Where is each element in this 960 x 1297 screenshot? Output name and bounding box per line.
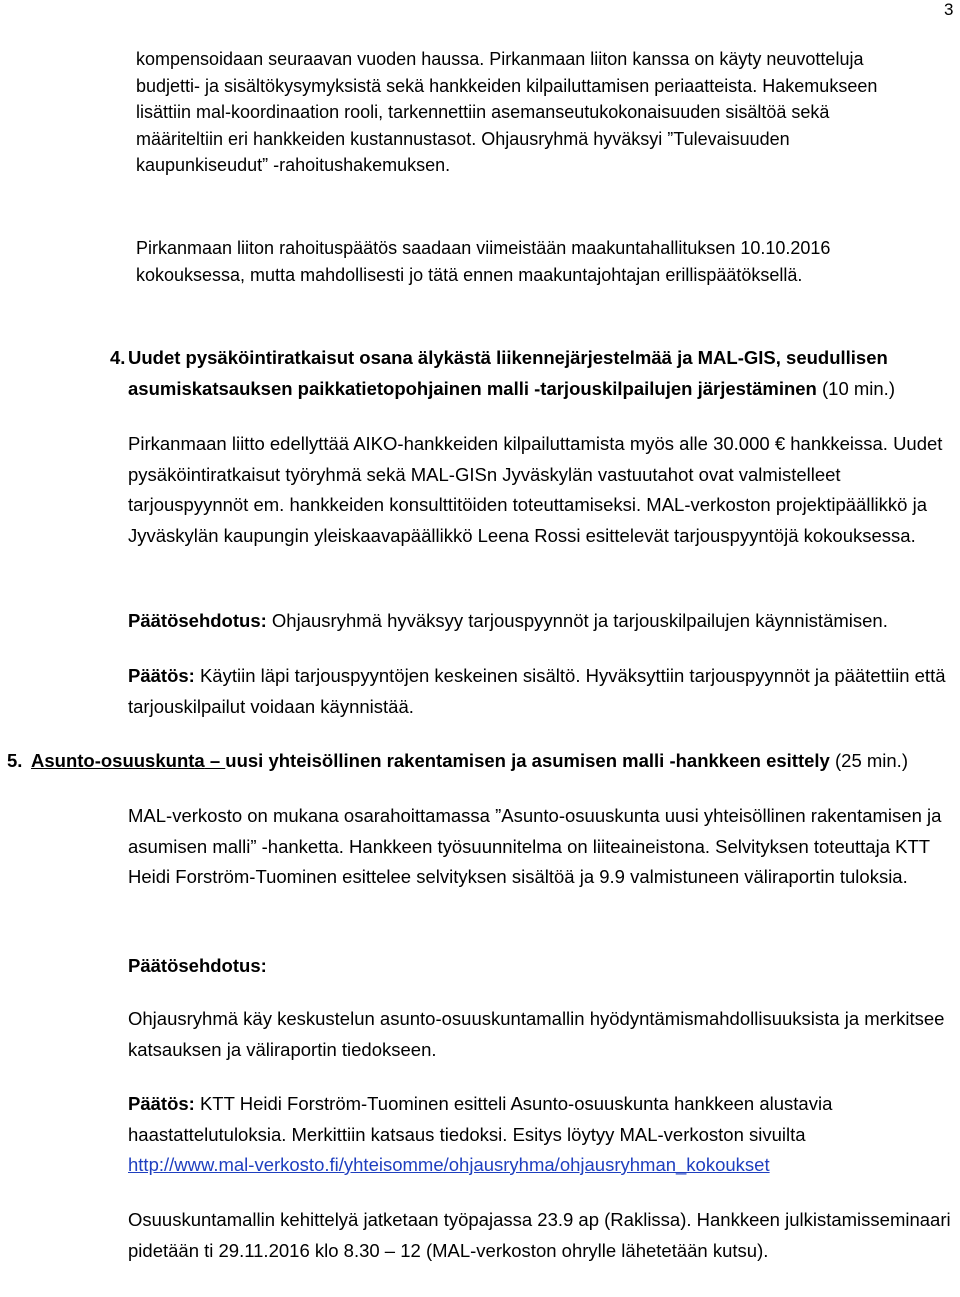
section-5-decision-text: KTT Heidi Forström-Tuominen esitteli Asunto-osuuskunta hankkeen alustavia haastattelutuloksia. Merkittiin katsaus tiedoksi. Esitys löytyy MAL-verkoston sivuilta [128,1093,833,1145]
section-5-decision [128,1089,958,1181]
section-5-decision-label: Päätös: [128,1093,195,1114]
section-4-decision [128,661,958,722]
section-5-title-part1: Asunto-osuuskunta [31,750,205,771]
section-4-decision-text: Käytiin läpi tarjouspyyntöjen keskeinen sisältö. Hyväksyttiin tarjouspyynnöt ja päätettiin että tarjouskilpailut voidaan käynnistää. [128,665,946,717]
section-5-duration: (25 min.) [829,750,908,771]
section-4-proposal [128,606,958,637]
section-5-title-part2: uusi yhteisöllinen rakentamisen ja asumisen malli -hankkeen esittely [225,750,830,771]
section-4-title-line1: Uudet pysäköintiratkaisut osana älykästä liikennejärjestelmää ja MAL-GIS, seudullisen [128,347,888,368]
pirkanmaa-decision-paragraph: Pirkanmaan liiton rahoituspäätös saadaan viimeistään maakuntahallituksen 10.10.2016 kokouksessa, mutta mahdollisesti jo tätä ennen maakuntajohtajan erillispäätöksellä. [136,238,831,285]
intro-paragraph: kompensoidaan seuraavan vuoden haussa. Pirkanmaan liiton kanssa on käyty neuvotteluja budjetti- ja sisältökysymyksistä sekä hankkeiden kilpailuttamisen periaatteista. Hakemukseen lisättiin mal-koordinaation rooli, tarkennettiin asemanseutukokonaisuuden sisältöä sekä määriteltiin eri hankkeiden kustannustasot. Ohjausryhmä hyväksyi ”Tulevaisuuden kaupunkiseudut” -rahoitushakemuksen. [136,49,878,175]
page-number: 3 [944,0,954,19]
section-5-title-dash: – [204,750,226,771]
section-5-proposal [128,951,958,982]
section-4-proposal-text: Ohjausryhmä hyväksyy tarjouspyynnöt ja tarjouskilpailujen käynnistämisen. [266,610,888,631]
section-5-number: 5. [7,750,23,771]
section-5-proposal-label: Päätösehdotus: [128,955,267,976]
section-4-body: Pirkanmaan liitto edellyttää AIKO-hankkeiden kilpailuttamista myös alle 30.000 € hankkeissa. Uudet pysäköintiratkaisut työryhmä sekä MAL-GISn Jyväskylän vastuutahot ovat valmistelleet tarjouspyynnöt em. hankkeiden konsulttitöiden toteuttamiseksi. MAL-verkoston projektipäällikkö ja Jyväskylän kaupungin yleiskaavapäällikkö Leena Rossi esittelevät tarjouspyyntöjä kokouksessa. [128,433,943,546]
section-4-title-line2: asumiskatsauksen paikkatietopohjainen malli -tarjouskilpailujen järjestäminen [128,377,817,399]
section-4-number: 4. [110,347,126,368]
section-5-followup: Osuuskuntamallin kehittelyä jatketaan työpajassa 23.9 ap (Raklissa). Hankkeen julkistamisseminaari pidetään ti 29.11.2016 klo 8.30 – 12 (MAL-verkoston ohrylle lähetetään kutsu). [128,1209,951,1261]
mal-verkosto-meetings-link[interactable]: http://www.mal-verkosto.fi/yhteisomme/ohjausryhma/ohjausryhman_kokoukset [128,1154,770,1175]
section-5-proposal-text: Ohjausryhmä käy keskustelun asunto-osuuskuntamallin hyödyntämismahdollisuuksista ja merkitsee katsauksen ja väliraportin tiedokseen. [128,1008,945,1060]
section-4-proposal-label: Päätösehdotus: [128,610,267,631]
section-4-decision-label: Päätös: [128,665,195,686]
section-4-heading [110,343,955,404]
section-4-duration: (10 min.) [816,377,895,399]
section-5-heading [7,746,957,776]
section-5-body: MAL-verkosto on mukana osarahoittamassa ”Asunto-osuuskunta uusi yhteisöllinen rakentamisen ja asumisen malli” -hanketta. Hankkeen työsuunnitelma on liiteaineistona. Selvityksen toteuttaja KTT Heidi Forström-Tuominen esittelee selvityksen sisältöä ja 9.9 valmistuneen väliraportin tuloksia. [128,805,942,887]
